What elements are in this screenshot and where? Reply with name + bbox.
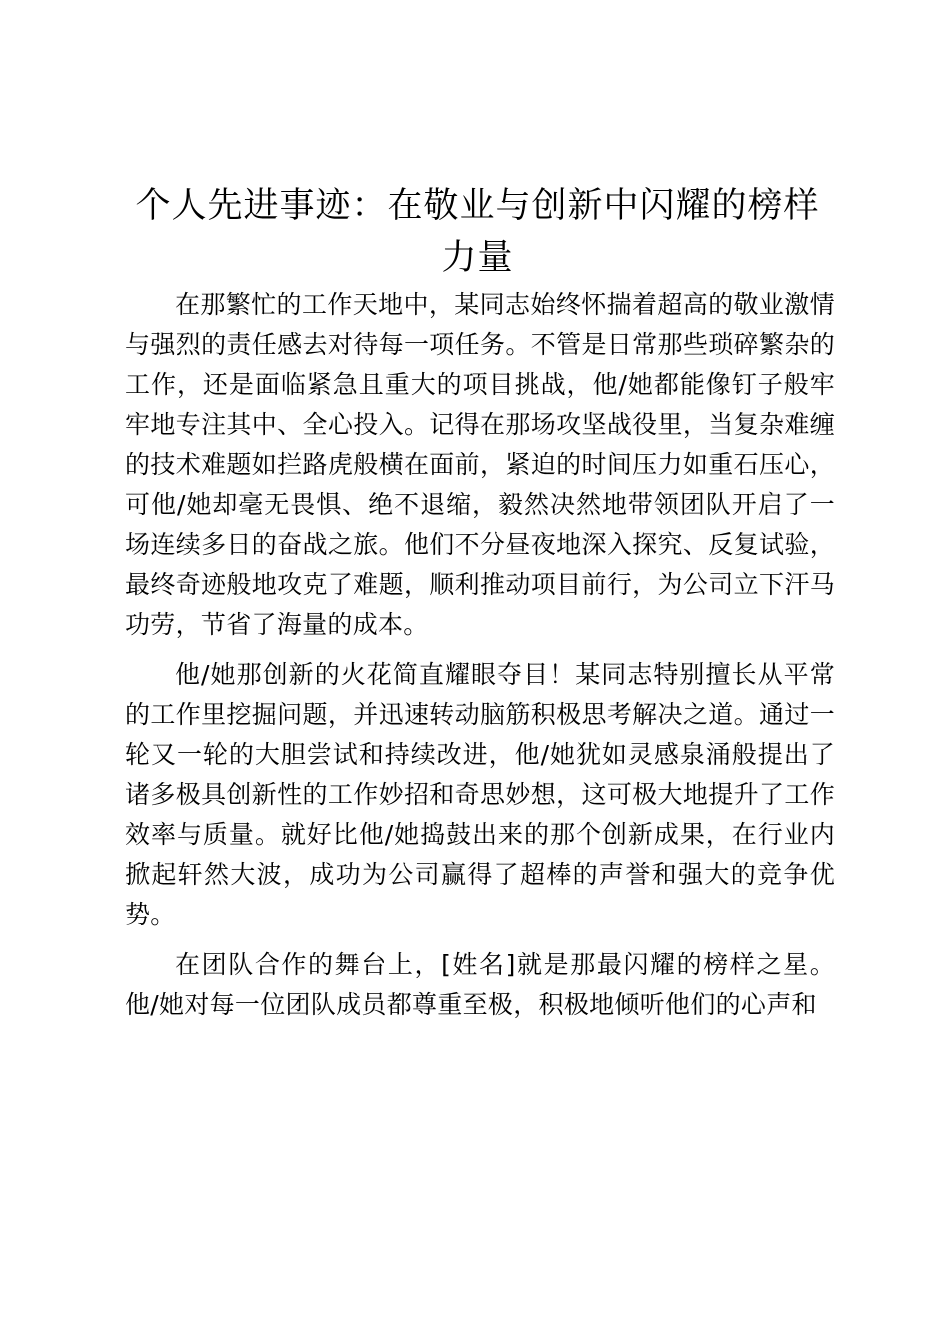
paragraph-teamwork: 在团队合作的舞台上，[姓名]就是那最闪耀的榜样之星。他/她对每一位团队成员都尊重至极，积极地倾听他们的心声和	[125, 950, 835, 1019]
document-body	[125, 285, 835, 1035]
document-title: 个人先进事迹：在敬业与创新中闪耀的榜样力量	[135, 186, 820, 278]
paragraph-dedication: 在那繁忙的工作天地中，某同志始终怀揣着超高的敬业激情与强烈的责任感去对待每一项任务。不管是日常那些琐碎繁杂的工作，还是面临紧急且重大的项目挑战，他/她都能像钉子般牢牢地专注其中、全心投入。记得在那场攻坚战役里，当复杂难缠的技术难题如拦路虎般横在面前，紧迫的时间压力如重石压心，可他/她却毫无畏惧、绝不退缩，毅然决然地带领团队开启了一场连续多日的奋战之旅。他们不分昼夜地深入探究、反复试验，最终奇迹般地攻克了难题，顺利推动项目前行，为公司立下汗马功劳，节省了海量的成本。	[125, 290, 835, 639]
paragraph-innovation: 他/她那创新的火花简直耀眼夺目！某同志特别擅长从平常的工作里挖掘问题，并迅速转动脑筋积极思考解决之道。通过一轮又一轮的大胆尝试和持续改进，他/她犹如灵感泉涌般提出了诸多极具创新性的工作妙招和奇思妙想，这可极大地提升了工作效率与质量。就好比他/她捣鼓出来的那个创新成果，在行业内掀起轩然大波，成功为公司赢得了超棒的声誉和强大的竞争优势。	[125, 660, 835, 929]
